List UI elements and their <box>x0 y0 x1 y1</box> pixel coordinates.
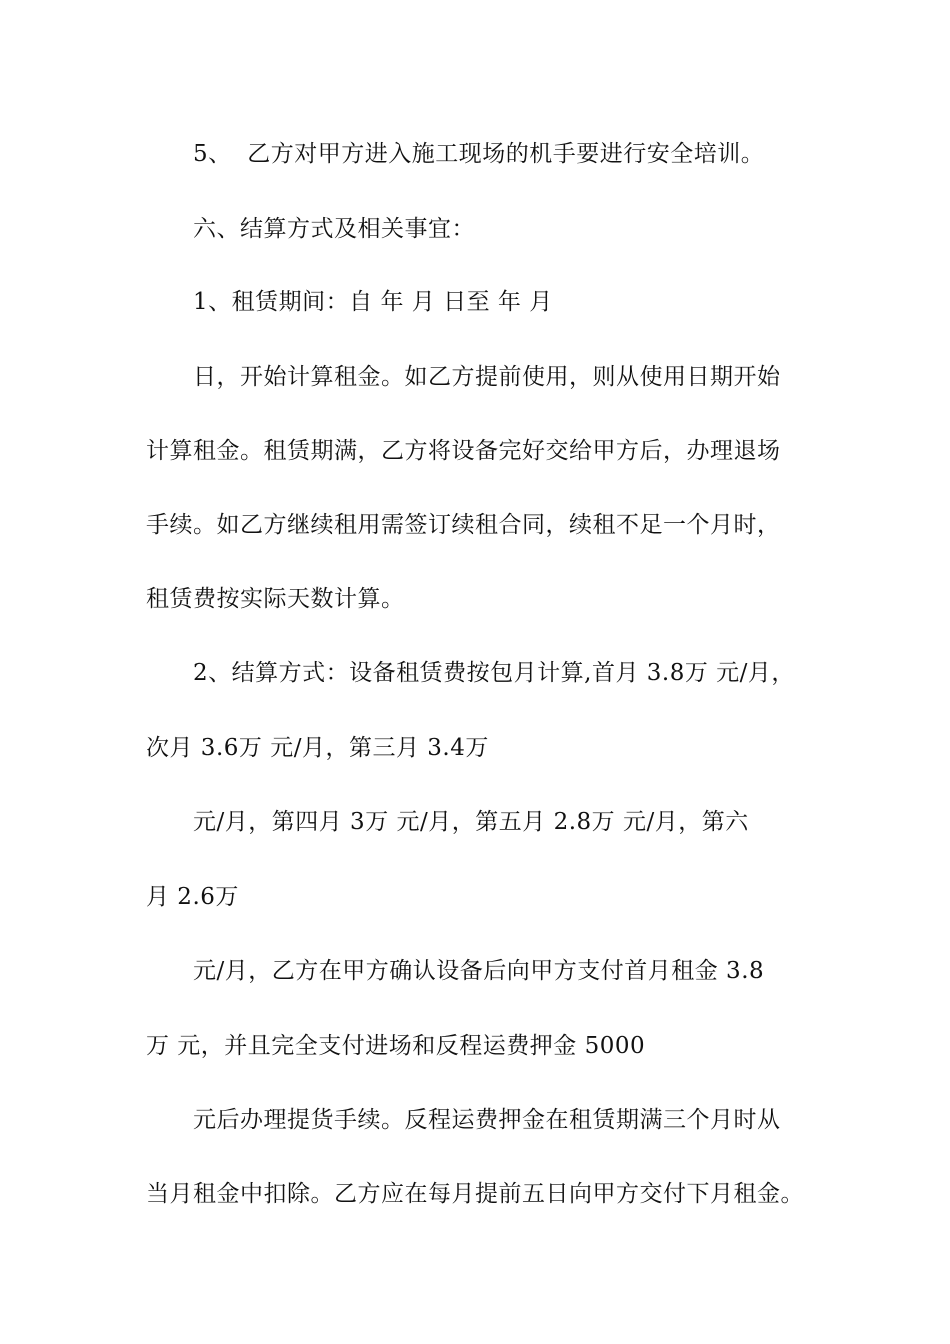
clause-2-text-line-7: 元后办理提货手续。反程运费押金在租赁期满三个月时从 <box>193 1107 781 1133</box>
clause-1-lease-period: 1、租赁期间：自 年 月 日至 年 月 <box>193 289 553 315</box>
section-6-heading: 六、结算方式及相关事宜： <box>193 216 475 242</box>
clause-1-text-line-3: 计算租金。租赁期满，乙方将设备完好交给甲方后，办理退场 <box>146 438 781 464</box>
clause-2-settlement-method: 2、结算方式：设备租赁费按包月计算,首月 3.8万 元/月， <box>193 660 795 686</box>
clause-1-text-line-4: 手续。如乙方继续租用需签订续租合同，续租不足一个月时， <box>146 512 781 538</box>
clause-2-text-line-4: 月 2.6万 <box>146 884 239 910</box>
clause-2-text-line-6: 万 元，并且完全支付进场和反程运费押金 5000 <box>146 1033 646 1059</box>
clause-2-text-line-2: 次月 3.6万 元/月，第三月 3.4万 <box>146 735 489 761</box>
clause-2-text-line-5: 元/月，乙方在甲方确认设备后向甲方支付首月租金 3.8 <box>193 958 765 984</box>
clause-1-text-line-2: 日，开始计算租金。如乙方提前使用，则从使用日期开始 <box>193 364 781 390</box>
clause-1-text-line-5: 租赁费按实际天数计算。 <box>146 586 405 612</box>
clause-2-text-line-8: 当月租金中扣除。乙方应在每月提前五日向甲方交付下月租金。 <box>146 1181 804 1207</box>
clause-2-text-line-3: 元/月，第四月 3万 元/月，第五月 2.8万 元/月，第六 <box>193 809 749 835</box>
clause-5-safety-training: 5、 乙方对甲方进入施工现场的机手要进行安全培训。 <box>193 141 765 167</box>
